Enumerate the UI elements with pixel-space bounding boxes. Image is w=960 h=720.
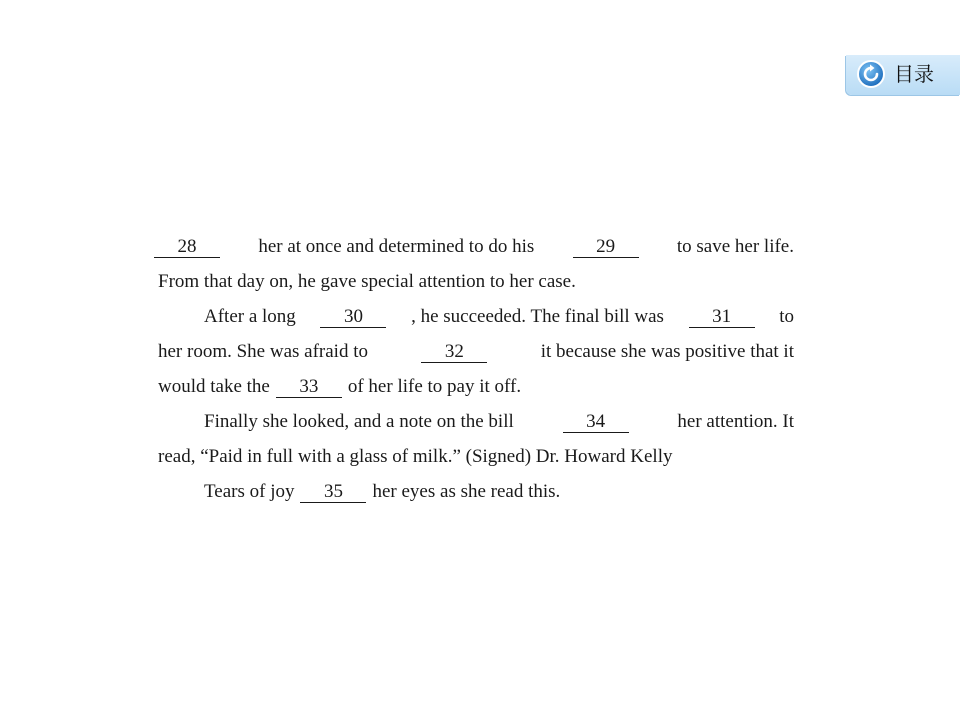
passage-line	[158, 439, 794, 474]
passage-line	[158, 474, 794, 509]
blank-31[interactable]: 31	[689, 307, 755, 328]
toc-label: 目录	[894, 62, 934, 86]
passage-text: After a long	[204, 306, 296, 327]
passage-line	[158, 404, 794, 439]
passage-line	[158, 299, 794, 334]
passage-text: , he succeeded. The final bill was	[411, 306, 664, 327]
passage-text: her room. She was afraid to	[158, 341, 368, 362]
passage-text: it because she was positive that it	[540, 341, 794, 362]
passage-text: her eyes as she read this.	[372, 481, 561, 502]
passage-line	[158, 334, 794, 369]
passage-line	[158, 264, 794, 299]
refresh-icon	[856, 59, 886, 89]
blank-30[interactable]: 30	[320, 307, 386, 328]
passage-text: Tears of joy	[204, 481, 295, 502]
passage-text: Finally she looked, and a note on the bill	[204, 411, 514, 432]
passage-text: to save her life.	[676, 236, 794, 257]
passage-text: read, “Paid in full with a glass of milk.” (Signed) Dr. Howard Kelly	[158, 446, 673, 467]
blank-35[interactable]: 35	[300, 482, 366, 503]
passage-line	[154, 229, 794, 264]
passage-text: to	[779, 306, 794, 327]
passage-text: From that day on, he gave special attention to her case.	[158, 271, 576, 292]
blank-28[interactable]: 28	[154, 237, 220, 258]
blank-29[interactable]: 29	[573, 237, 639, 258]
passage-text: of her life to pay it off.	[347, 376, 522, 397]
blank-34[interactable]: 34	[563, 412, 629, 433]
passage-line	[158, 369, 794, 404]
toc-button[interactable]	[846, 55, 960, 95]
passage-text: would take the	[158, 376, 270, 397]
blank-33[interactable]: 33	[276, 377, 342, 398]
passage-text: her at once and determined to do his	[258, 236, 535, 257]
cloze-passage	[158, 229, 794, 509]
blank-32[interactable]: 32	[421, 342, 487, 363]
passage-text: her attention. It	[677, 411, 794, 432]
